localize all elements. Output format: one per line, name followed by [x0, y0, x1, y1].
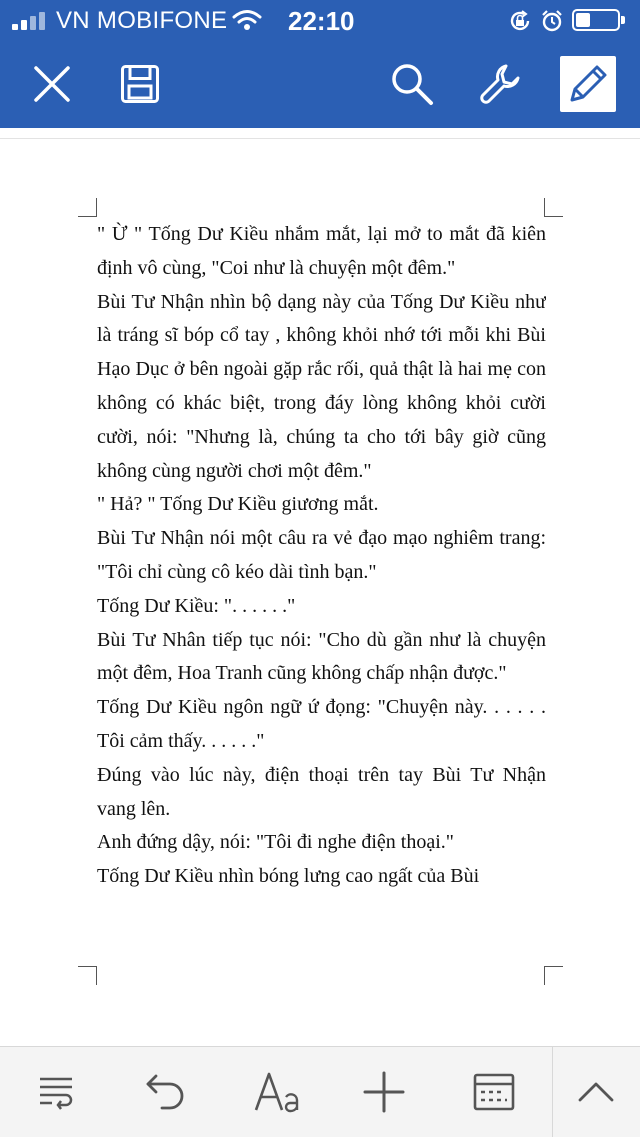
font-format-button[interactable]: [248, 1067, 304, 1117]
carrier-name: VN MOBIFONE: [56, 7, 228, 34]
paragraph: " Hả? " Tống Dư Kiều giương mắt.: [97, 493, 379, 516]
paragraph: Bùi Tư Nhận nhìn bộ dạng này của Tống Dư Kiều như là tráng sĩ bóp cổ tay , không khỏi nhớ tới mỗi khi Bùi Hạo Dục ở bên ngoài gặp rắc rối, quả thật là hai mẹ con không có khác biệt, trong đáy lòng không khỏi cười cười, nói: "Nhưng là, chúng ta cho tới bây giờ cũng không cùng người chơi một đêm.": [97, 290, 546, 482]
expand-toolbar-button[interactable]: [568, 1067, 624, 1117]
close-icon: [32, 64, 72, 104]
insert-button[interactable]: [356, 1067, 412, 1117]
layout-button[interactable]: [466, 1067, 522, 1117]
layout-icon: [472, 1072, 516, 1112]
font-format-icon: [252, 1070, 300, 1114]
rotation-lock-icon: [508, 9, 532, 33]
app-header: [0, 0, 640, 128]
save-button[interactable]: [112, 56, 168, 112]
pencil-icon: [566, 62, 610, 106]
edit-button[interactable]: [560, 56, 616, 112]
bottom-toolbar: [0, 1046, 640, 1137]
paragraph: Tống Dư Kiều: ". . . . . .": [97, 594, 296, 617]
paragraph: Bùi Tư Nhận nói một câu ra vẻ đạo mạo nghiêm trang: "Tôi chỉ cùng cô kéo dài tình bạn.": [97, 527, 546, 583]
page-corner-mark: [544, 198, 563, 217]
document-body[interactable]: [97, 218, 546, 960]
undo-icon: [144, 1072, 188, 1112]
battery-icon: [572, 9, 620, 31]
page-corner-mark: [78, 966, 97, 985]
page-corner-mark: [544, 966, 563, 985]
page-corner-mark: [78, 198, 97, 217]
wifi-icon: [232, 8, 262, 32]
paragraph: Đúng vào lúc này, điện thoại trên tay Bùi Tư Nhận vang lên.: [97, 763, 546, 820]
reflow-button[interactable]: [28, 1067, 84, 1117]
save-icon: [120, 64, 160, 104]
close-button[interactable]: [24, 56, 80, 112]
paragraph: Tống Dư Kiều nhìn bóng lưng cao ngất của Bùi: [97, 865, 480, 888]
paragraph: Bùi Tư Nhân tiếp tục nói: "Cho dù gần như là chuyện một đêm, Hoa Tranh cũng không chấp nhận được.": [97, 628, 546, 685]
alarm-icon: [540, 9, 564, 33]
search-button[interactable]: [384, 56, 440, 112]
chevron-up-icon: [576, 1080, 616, 1104]
status-bar: [0, 0, 640, 40]
undo-button[interactable]: [138, 1067, 194, 1117]
wrench-icon: [478, 62, 522, 106]
paragraph: " Ừ " Tống Dư Kiều nhắm mắt, lại mở to mắt đã kiên định vô cùng, "Coi như là chuyện một đêm.": [97, 223, 546, 279]
signal-icon: [12, 12, 48, 30]
paragraph: Tống Dư Kiều ngôn ngữ ứ đọng: "Chuyện này. . . . . . Tôi cảm thấy. . . . . .": [97, 696, 546, 752]
insert-plus-icon: [362, 1070, 406, 1114]
tools-button[interactable]: [472, 56, 528, 112]
reflow-icon: [36, 1074, 76, 1110]
toolbar-divider: [552, 1047, 553, 1137]
search-icon: [390, 62, 434, 106]
clock: 22:10: [288, 6, 355, 36]
paragraph: Anh đứng dậy, nói: "Tôi đi nghe điện thoại.": [97, 831, 454, 854]
header-divider: [0, 138, 640, 139]
